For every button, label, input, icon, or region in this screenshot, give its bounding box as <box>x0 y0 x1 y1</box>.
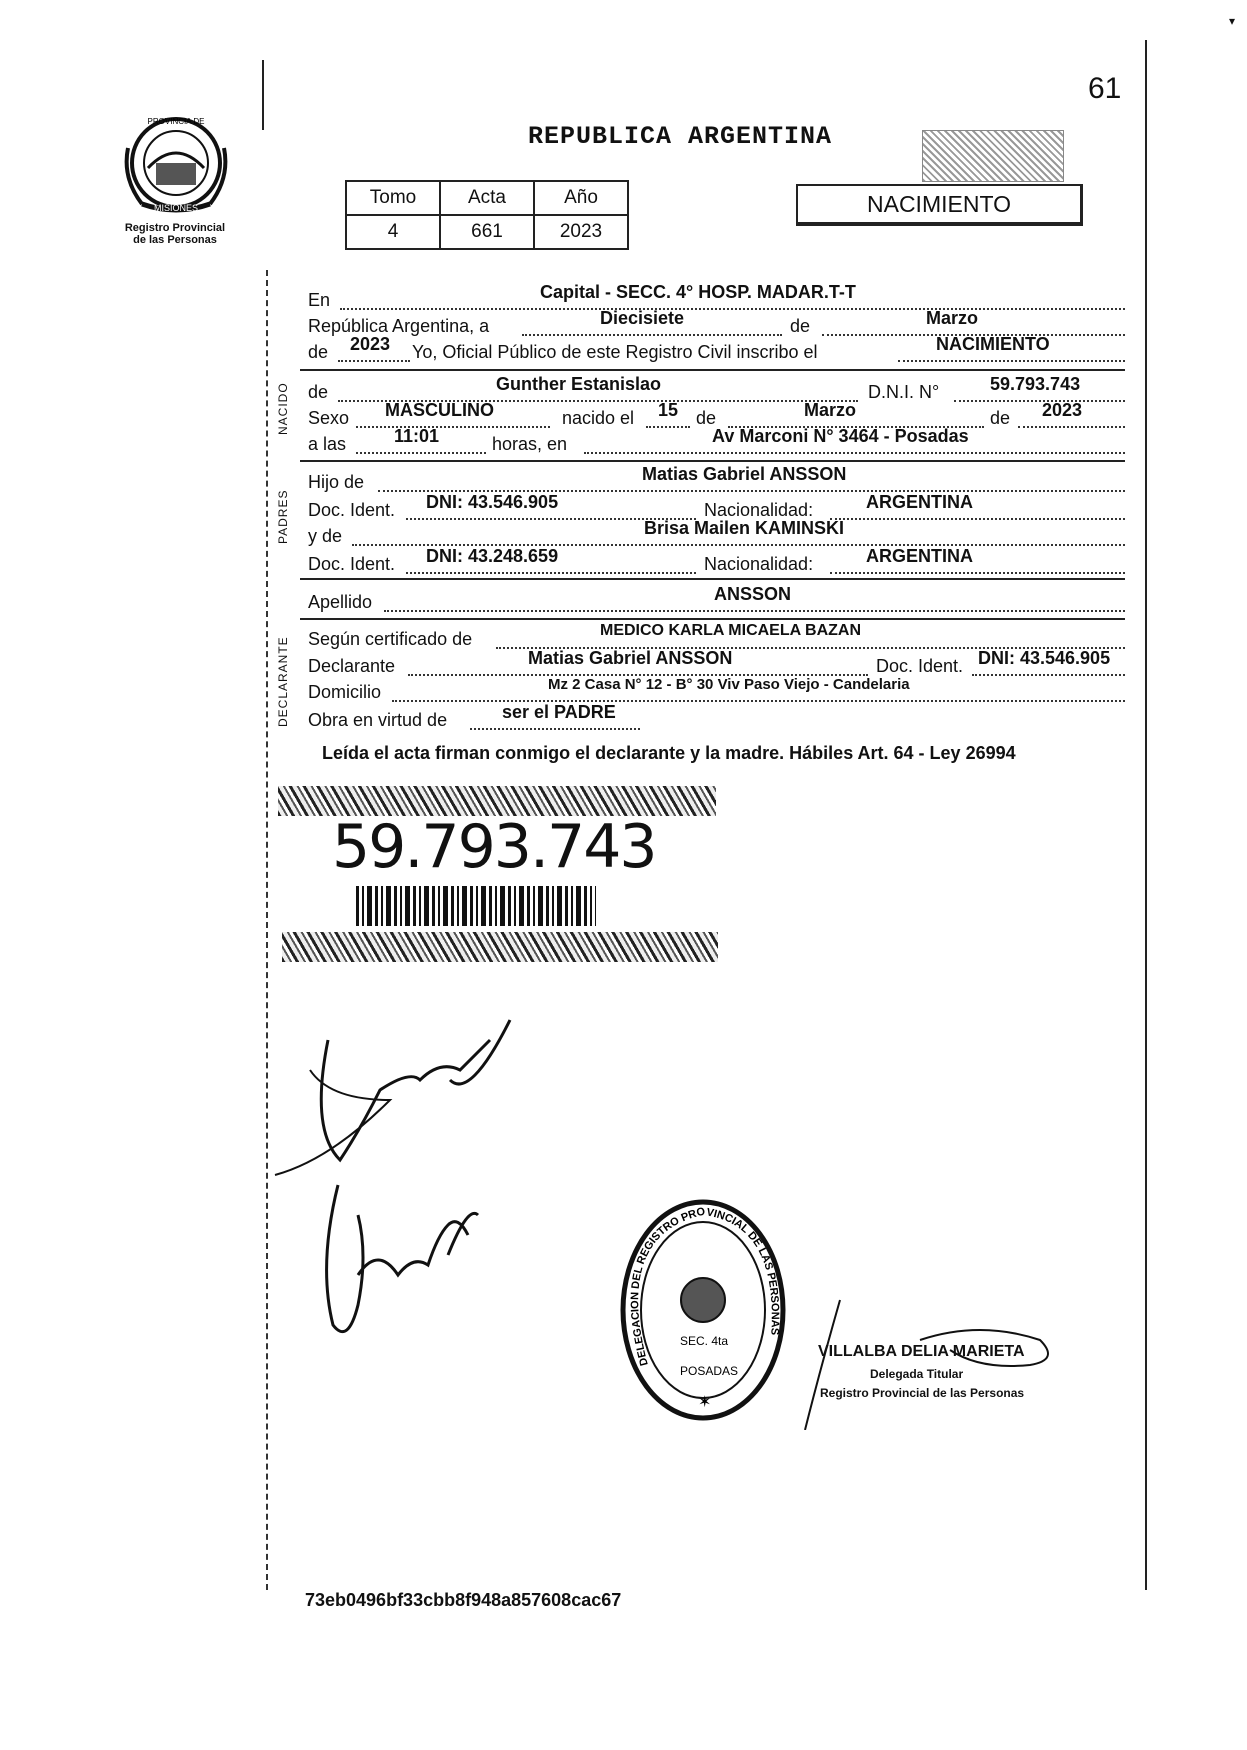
nac-anio-dotline <box>1018 426 1125 428</box>
page-number: 61 <box>1088 72 1122 105</box>
nac-de2-label: de <box>990 408 1011 428</box>
document-hash: 73eb0496bf33cbb8f948a857608cac67 <box>305 1590 622 1610</box>
mes-value: Marzo <box>926 308 979 328</box>
official-organization: Registro Provincial de las Personas <box>820 1386 1025 1400</box>
obra-value: ser el PADRE <box>502 702 616 722</box>
nac-mes-value: Marzo <box>804 400 857 420</box>
anio-header: Año <box>534 181 628 215</box>
domicilio-value: Mz 2 Casa N° 12 - B° 30 Viv Paso Viejo - Candelaria <box>548 676 910 693</box>
tomo-acta-anio-table <box>345 180 629 250</box>
official-name: VILLALBA DELIA MARIETA <box>818 1343 1025 1360</box>
divider-4 <box>300 618 1125 620</box>
declarante-label: Declarante <box>308 656 396 676</box>
padre-value: Matias Gabriel ANSSON <box>642 464 847 484</box>
barcode-icon <box>356 886 596 926</box>
tomo-header: Tomo <box>346 181 440 215</box>
province-logo-icon <box>118 108 234 218</box>
hora-dotline <box>356 452 486 454</box>
padre-doc-value: DNI: 43.546.905 <box>426 492 559 512</box>
madre-doc-value: DNI: 43.248.659 <box>426 546 559 566</box>
mother-signature-icon <box>318 1175 488 1350</box>
tomo-value: 4 <box>346 215 440 249</box>
declarante-value: Matias Gabriel ANSSON <box>528 648 733 668</box>
anio-dotline <box>338 360 410 362</box>
nac-de-label: de <box>696 408 717 428</box>
tipo-dotline <box>898 360 1125 362</box>
decl-doc-value: DNI: 43.546.905 <box>978 648 1111 668</box>
left-border <box>262 60 264 130</box>
padre-doc-label: Doc. Ident. <box>308 500 396 520</box>
svg-text:MISIONES: MISIONES <box>153 203 199 213</box>
svg-text:POSADAS: POSADAS <box>680 1364 739 1378</box>
logo-caption: Registro Provincial de las Personas <box>124 222 226 246</box>
nac-dia-dotline <box>646 426 690 428</box>
sexo-label: Sexo <box>308 408 350 428</box>
padre-nac-dotline <box>830 518 1125 520</box>
divider-2 <box>300 460 1125 462</box>
registry-seal-icon <box>618 1195 788 1425</box>
left-dashed-border <box>266 270 268 1590</box>
nac-anio-value: 2023 <box>1042 400 1083 420</box>
svg-text:DELEGACION DEL REGISTRO PROVIN: DELEGACION DEL REGISTRO PROVINCIAL DE LAS PERSONAS <box>629 1205 781 1368</box>
side-label-nacido: NACIDO <box>276 382 290 435</box>
closing-note: Leída el acta firman conmigo el declarante y la madre. Hábiles Art. 64 - Ley 26994 <box>322 743 1016 763</box>
nombre-value: Gunther Estanislao <box>496 374 662 394</box>
divider-1 <box>300 369 1125 371</box>
dia-dotline <box>522 334 782 336</box>
obra-dotline <box>470 728 640 730</box>
sexo-value: MASCULINO <box>385 400 494 420</box>
dni-value: 59.793.743 <box>990 374 1081 394</box>
svg-text:SEC. 4ta: SEC. 4ta <box>680 1334 729 1348</box>
anio-value: 2023 <box>534 215 628 249</box>
side-label-declarante: DECLARANTE <box>276 636 290 727</box>
madre-nac-label: Nacionalidad: <box>704 554 814 574</box>
lugar-dotline <box>584 452 1125 454</box>
horas-en-label: horas, en <box>492 434 568 454</box>
de-label: de <box>790 316 811 336</box>
acta-value: 661 <box>440 215 534 249</box>
obra-label: Obra en virtud de <box>308 710 448 730</box>
madre-doc-label: Doc. Ident. <box>308 554 396 574</box>
madre-value: Brisa Mailen KAMINSKI <box>644 518 845 538</box>
acta-header: Acta <box>440 181 534 215</box>
madre-nac-value: ARGENTINA <box>866 546 973 566</box>
anio-value: 2023 <box>350 334 391 354</box>
de2-label: de <box>308 342 329 362</box>
apellido-value: ANSSON <box>714 584 792 604</box>
y-de-label: y de <box>308 526 343 546</box>
certificado-value: MEDICO KARLA MICAELA BAZAN <box>600 622 862 639</box>
madre-nac-dotline <box>830 572 1125 574</box>
en-label: En <box>308 290 331 310</box>
side-label-padres: PADRES <box>276 489 290 544</box>
en-dotline <box>340 308 1125 310</box>
hijo-label: Hijo de <box>308 472 365 492</box>
security-stamp <box>922 130 1064 182</box>
dia-value: Diecisiete <box>600 308 685 328</box>
apellido-label: Apellido <box>308 592 373 612</box>
sexo-dotline <box>356 426 550 428</box>
nac-dia-value: 15 <box>658 400 679 420</box>
segun-label: Según certificado de <box>308 629 473 649</box>
svg-text:✶: ✶ <box>698 1394 712 1411</box>
security-stripe-bottom <box>282 932 718 962</box>
padre-nac-value: ARGENTINA <box>866 492 973 512</box>
nacido-el-label: nacido el <box>562 408 635 428</box>
apellido-dotline <box>384 610 1125 612</box>
padre-nac-label: Nacionalidad: <box>704 500 814 520</box>
divider-3 <box>300 578 1125 580</box>
decl-doc-label: Doc. Ident. <box>876 656 964 676</box>
corner-mark: ▾ <box>1229 14 1236 28</box>
lugar-value: Av Marconi N° 3464 - Posadas <box>712 426 969 446</box>
right-border <box>1145 40 1147 1590</box>
dni-dotline <box>954 400 1125 402</box>
a-las-label: a las <box>308 434 347 454</box>
madre-doc-dotline <box>406 572 696 574</box>
svg-text:PROVINCIA DE: PROVINCIA DE <box>147 117 205 126</box>
record-type-box: NACIMIENTO <box>796 184 1083 226</box>
official-title: Delegada Titular <box>870 1367 964 1381</box>
hora-value: 11:01 <box>394 426 440 446</box>
country-title: REPUBLICA ARGENTINA <box>528 122 833 151</box>
decl-doc-dotline <box>972 674 1125 676</box>
de-nombre-label: de <box>308 382 329 402</box>
id-number-stamp: 59.793.743 <box>332 812 656 882</box>
declarant-signature-icon <box>270 1010 520 1190</box>
dni-label: D.N.I. N° <box>868 382 940 402</box>
republica-label: República Argentina, a <box>308 316 490 336</box>
domicilio-label: Domicilio <box>308 682 382 702</box>
tipo-value: NACIMIENTO <box>936 334 1050 354</box>
en-value: Capital - SECC. 4° HOSP. MADAR.T-T <box>540 282 856 302</box>
yo-text: Yo, Oficial Público de este Registro Civil inscribo el <box>412 342 818 362</box>
